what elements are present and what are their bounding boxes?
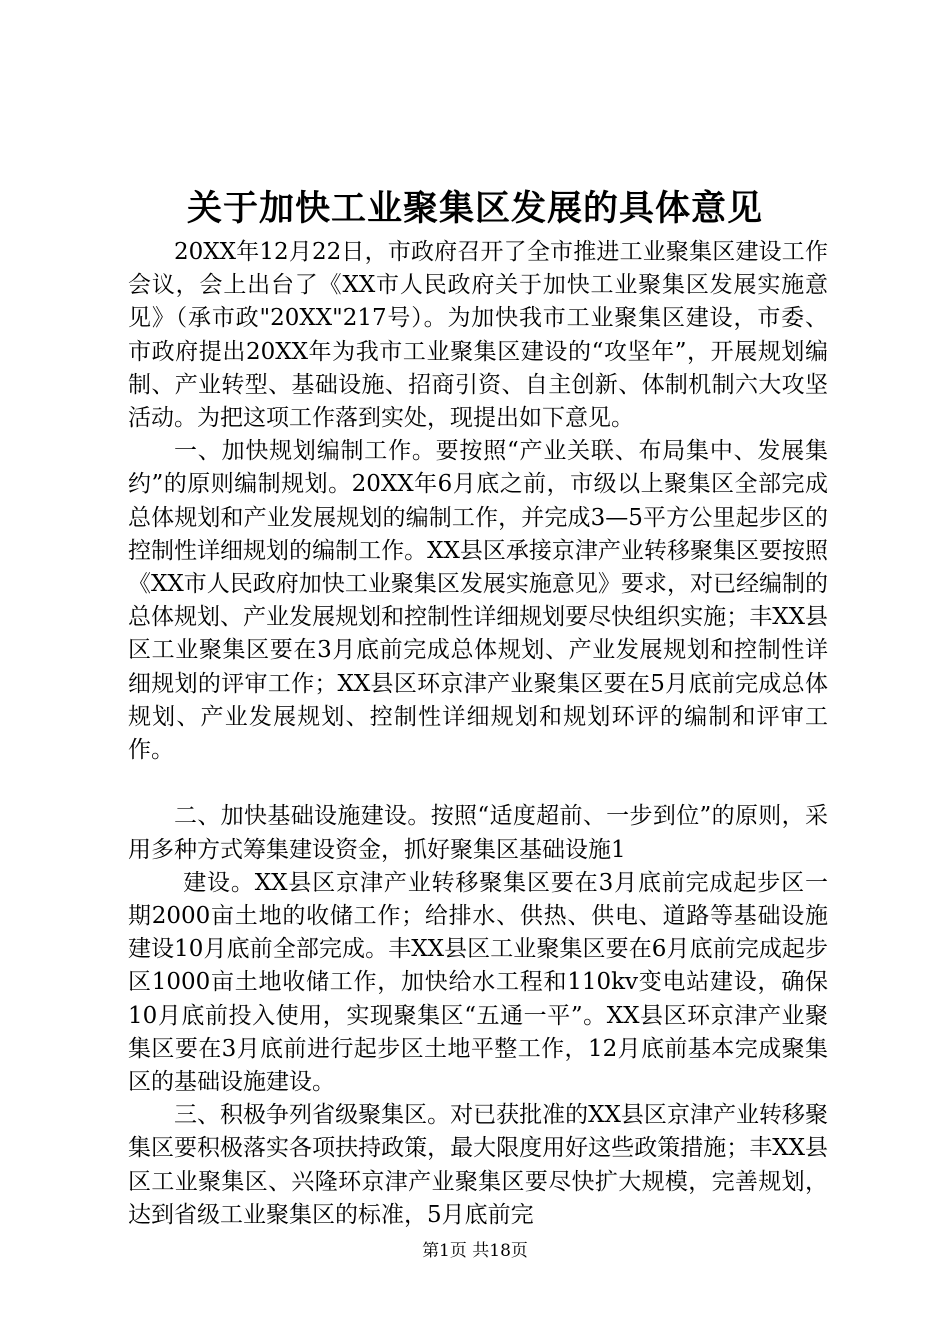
paragraph-gap	[128, 767, 828, 800]
page-number-footer: 第1页 共18页	[422, 1241, 528, 1261]
paragraph-section-3-provincial: 三、积极争列省级聚集区。对已获批准的XX县区京津产业转移聚集区要积极落实各项扶持政策，最大限度用好这些政策措施；丰XX县区工业聚集区、兴隆环京津产业聚集区要尽快扩大规模，完善规划，达到省级工业聚集区的标准，5月底前完	[128, 1102, 828, 1228]
document-body	[128, 236, 828, 1232]
paragraph-section-2-continued: 建设。XX县区京津产业转移聚集区要在3月底前完成起步区一期2000亩土地的收储工作；给排水、供热、供电、道路等基础设施建设10月底前全部完成。丰XX县区工业聚集区要在6月底前完成起步区1000亩土地收储工作，加快给水工程和110kv变电站建设，确保10月底前投入使用，实现聚集区“五通一平”。XX县区环京津产业聚集区要在3月底前进行起步区土地平整工作，12月底前基本完成聚集区的基础设施建设。	[128, 869, 828, 1096]
paragraph-intro: 20XX年12月22日，市政府召开了全市推进工业聚集区建设工作会议，会上出台了《XX市人民政府关于加快工业聚集区发展实施意见》（承市政"20XX"217号）。为加快我市工业聚集区建设，市委、市政府提出20XX年为我市工业聚集区建设的“攻坚年”，开展规划编制、产业转型、基础设施、招商引资、自主创新、体制机制六大攻坚活动。为把这项工作落到实处，现提出如下意见。	[128, 239, 828, 432]
paragraph-section-1-planning: 一、加快规划编制工作。要按照“产业关联、布局集中、发展集约”的原则编制规划。20XX年6月底之前，市级以上聚集区全部完成总体规划和产业发展规划的编制工作，并完成3—5平方公里起步区的控制性详细规划的编制工作。XX县区承接京津产业转移聚集区要按照《XX市人民政府加快工业聚集区发展实施意见》要求，对已经编制的总体规划、产业发展规划和控制性详细规划要尽快组织实施；丰XX县区工业聚集区要在3月底前完成总体规划、产业发展规划和控制性详细规划的评审工作；XX县区环京津产业聚集区要在5月底前完成总体规划、产业发展规划、控制性详细规划和规划环评的编制和评审工作。	[128, 438, 828, 764]
paragraph-section-2-infrastructure: 二、加快基础设施建设。按照“适度超前、一步到位”的原则，采用多种方式筹集建设资金，抓好聚集区基础设施1	[128, 803, 828, 863]
document-title: 关于加快工业聚集区发展的具体意见	[186, 188, 763, 229]
